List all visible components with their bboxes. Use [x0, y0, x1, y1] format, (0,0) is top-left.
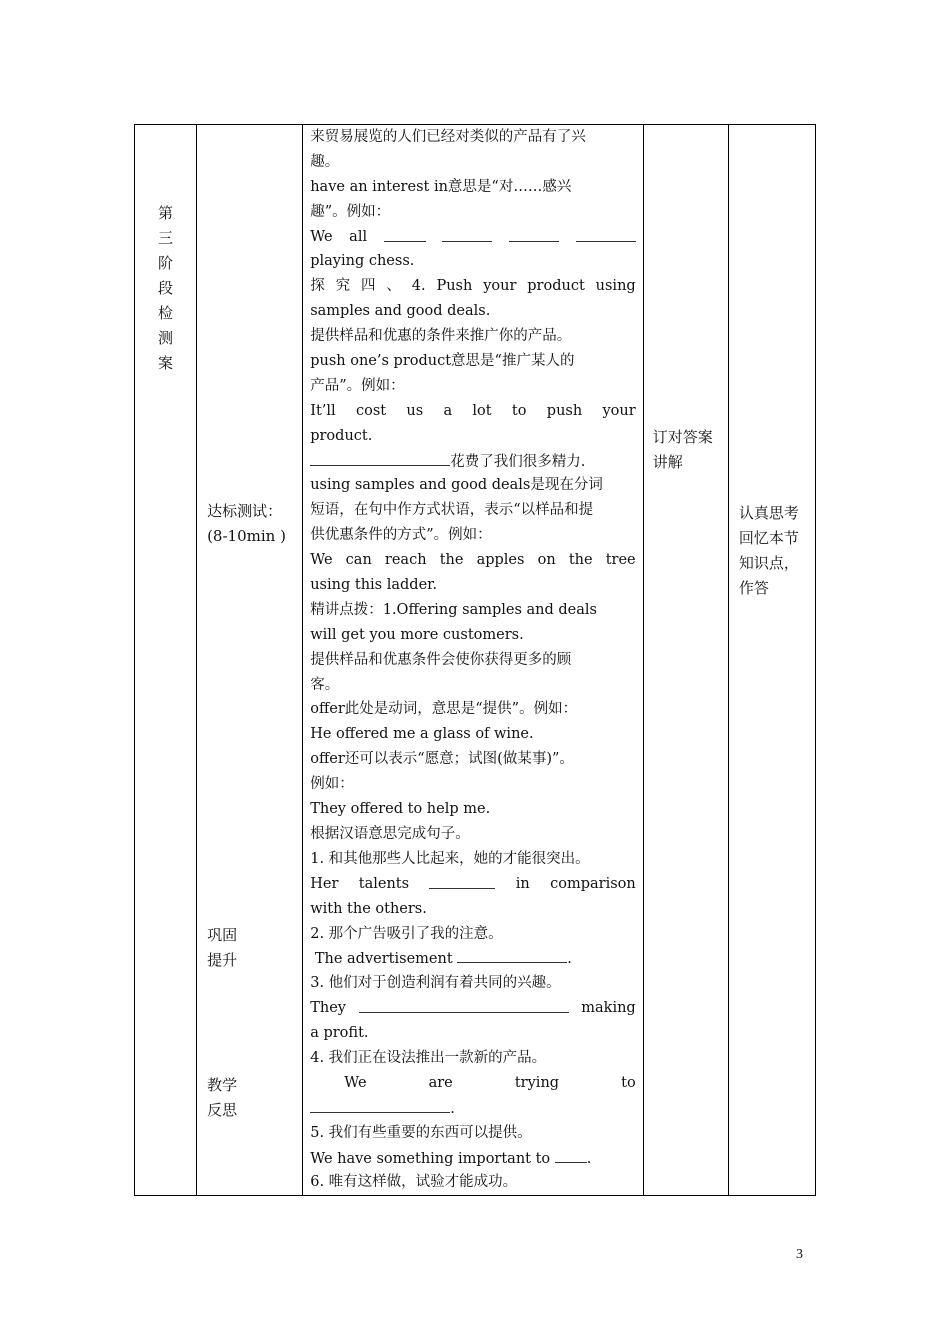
lesson-table [134, 124, 816, 1196]
text-line: 产品”。例如： [310, 377, 405, 394]
answer-blank[interactable] [384, 225, 426, 242]
text-line: offer此处是动词，意思是“提供”。例如： [310, 701, 578, 718]
reflection-label: 反思 [207, 1101, 238, 1119]
text-line: 6. 唯有这样做，试验才能成功。 [310, 1174, 518, 1191]
fill-blank-line: . [310, 1096, 636, 1121]
reflection-label: 教学 [207, 1076, 238, 1094]
text-line: 趣”。例如： [310, 203, 391, 220]
reflection-label-block [207, 1073, 237, 1123]
text-line: We are trying to [344, 1074, 636, 1091]
text-line: 提供样品和优惠的条件来推广你的产品。 [310, 328, 572, 345]
text-line: 趣。 [310, 153, 340, 170]
answer-blank[interactable] [310, 1096, 450, 1113]
answer-blank[interactable] [310, 449, 450, 466]
content-cell [303, 125, 644, 1196]
section-labels-cell [197, 125, 303, 1196]
text-line: 2. 那个广告吸引了我的注意。 [310, 925, 503, 942]
consolidate-label: 巩固 [207, 926, 238, 944]
stage-char: 案 [158, 354, 174, 372]
test-label-block [207, 499, 286, 549]
text-line: They offered to help me. [310, 801, 491, 818]
teacher-activity-text: 订对答案讲解 [652, 428, 713, 471]
text-line: 5. 我们有些重要的东西可以提供。 [310, 1124, 532, 1141]
answer-blank[interactable] [457, 946, 567, 963]
text-line: 3. 他们对于创造利润有着共同的兴趣。 [310, 975, 561, 992]
student-activity-text: 认真思考回忆本节知识点，作答 [738, 504, 799, 597]
answer-blank[interactable] [359, 996, 569, 1013]
fill-blank-line: Her talents in comparison [310, 872, 636, 897]
text-line: 4. 我们正在设法推出一款新的产品。 [310, 1049, 547, 1066]
student-activity-cell [728, 125, 815, 1196]
text-line: He offered me a glass of wine. [310, 726, 534, 743]
text-line: 精讲点拨：1.Offering samples and deals [310, 601, 597, 618]
text-line: push one’s product意思是“推广某人的 [310, 353, 575, 370]
answer-blank[interactable] [429, 872, 495, 889]
text-line: samples and good deals. [310, 303, 491, 320]
text-line: will get you more customers. [310, 626, 524, 643]
text-line: 供优惠条件的方式”。例如： [310, 527, 492, 544]
consolidate-label: 提升 [207, 951, 238, 969]
fill-blank-line: The advertisement . [310, 946, 636, 971]
answer-blank[interactable] [576, 225, 636, 242]
stage-char: 测 [158, 329, 174, 347]
text-line: 提供样品和优惠条件会使你获得更多的顾 [310, 651, 572, 668]
text-line: 探 究 四 、 4. Push your product using [310, 278, 636, 295]
text-line: using samples and good deals是现在分词 [310, 477, 603, 494]
answer-blank[interactable] [442, 225, 492, 242]
text-line: We can reach the apples on the tree [310, 552, 636, 569]
page-number: 3 [796, 1247, 803, 1262]
text-line: playing chess. [310, 253, 415, 270]
fill-blank-line: They making [310, 996, 636, 1021]
stage-char: 段 [158, 279, 174, 297]
text-line: 短语，在句中作方式状语，表示“以样品和提 [310, 502, 594, 519]
stage-char: 第 [158, 204, 174, 222]
text-line: product. [310, 427, 373, 444]
text-line: 根据汉语意思完成句子。 [310, 825, 470, 842]
stage-char: 三 [158, 229, 174, 247]
text-line: 客。 [310, 676, 340, 693]
text-line: a profit. [310, 1025, 369, 1042]
text-line: 例如： [310, 776, 354, 793]
test-label: 达标测试： [207, 502, 283, 520]
answer-blank[interactable] [509, 225, 559, 242]
answer-blank[interactable] [555, 1146, 587, 1163]
teacher-activity-cell [643, 125, 728, 1196]
stage-char: 阶 [158, 254, 174, 272]
text-line: It’ll cost us a lot to push your [310, 402, 636, 419]
text-line: offer还可以表示“愿意；试图(做某事)”。 [310, 751, 574, 768]
text-line: with the others. [310, 900, 427, 917]
text-line: have an interest in意思是“对……感兴 [310, 178, 572, 195]
text-line: 1. 和其他那些人比起来，她的才能很突出。 [310, 850, 590, 867]
stage-char: 检 [158, 304, 174, 322]
fill-blank-line: 花费了我们很多精力. [310, 449, 636, 474]
stage-label-cell [135, 125, 197, 1196]
text-line: using this ladder. [310, 577, 438, 594]
consolidate-label-block [207, 923, 237, 973]
fill-blank-line: We all [310, 225, 636, 250]
test-time: (8-10min ) [207, 527, 286, 545]
fill-blank-line: We have something important to . [310, 1146, 636, 1171]
text-line: 来贸易展览的人们已经对类似的产品有了兴 [310, 129, 586, 145]
